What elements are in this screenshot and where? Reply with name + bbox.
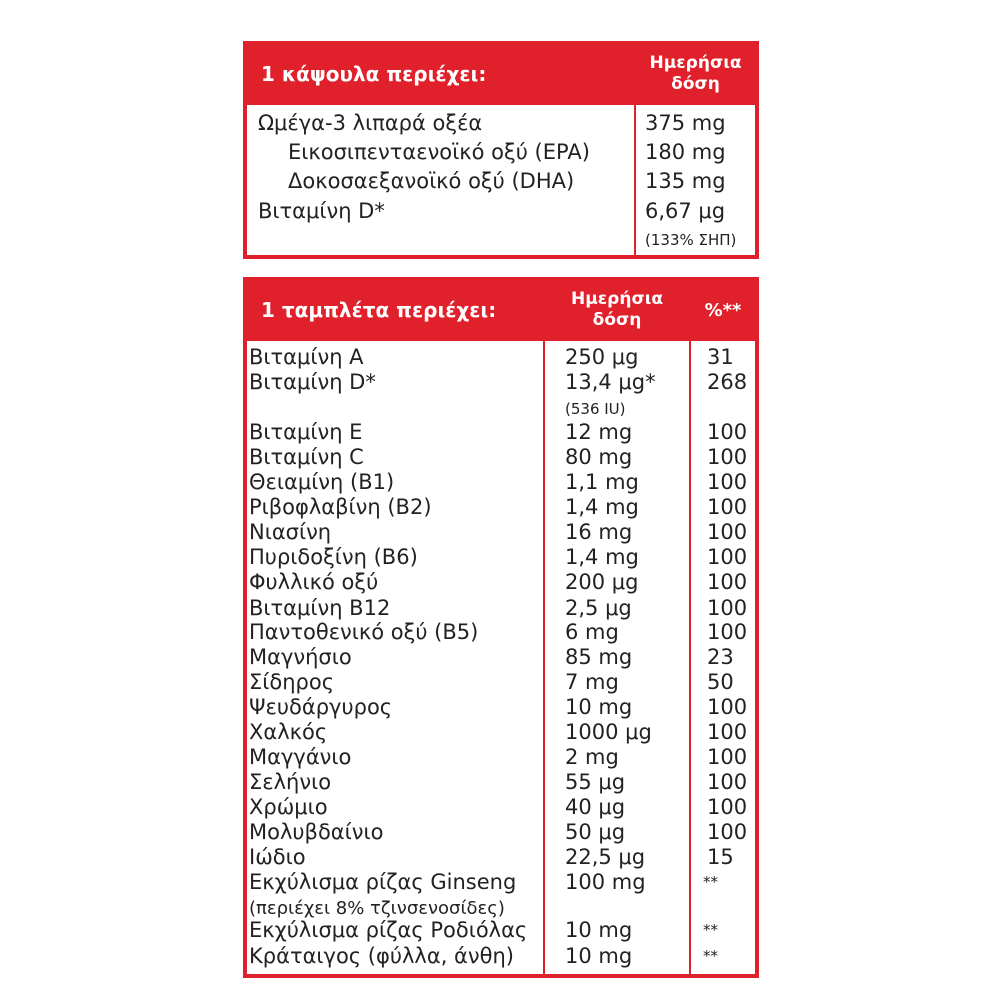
nutrient-percent: ** [703, 921, 718, 939]
nutrient-name: Σελήνιο [249, 770, 332, 794]
rda-note: (133% ΣΗΠ) [645, 231, 737, 249]
nutrient-dose: 1,1 mg [565, 470, 639, 494]
nutrient-dose: 135 mg [645, 169, 726, 193]
nutrient-dose: 6 mg [565, 620, 619, 644]
nutrient-name: Χρώμιο [249, 795, 328, 819]
nutrient-dose: 6,67 μg [645, 199, 726, 223]
nutrient-percent: 100 [707, 420, 748, 444]
nutrient-name: Βιταμίνη D* [249, 370, 376, 394]
tablet-column-divider-2 [689, 281, 691, 974]
nutrient-name: Ιώδιο [249, 845, 306, 869]
nutrient-dose: 7 mg [565, 670, 619, 694]
nutrient-percent: 100 [707, 470, 748, 494]
nutrient-name: Ωμέγα-3 λιπαρά οξέα [258, 111, 483, 135]
nutrient-name: Πυριδοξίνη (B6) [249, 545, 418, 569]
nutrient-name: Παντοθενικό οξύ (B5) [249, 620, 479, 644]
nutrient-percent: 100 [707, 520, 748, 544]
nutrient-percent: 268 [707, 370, 748, 394]
nutrient-dose: 180 mg [645, 140, 726, 164]
nutrient-name: Μαγνήσιο [249, 645, 352, 669]
nutrient-dose: 200 μg [565, 570, 639, 594]
nutrient-name: Μολυβδαίνιο [249, 820, 384, 844]
nutrient-name: Βιταμίνη E [249, 420, 363, 444]
nutrient-dose: 13,4 μg* [565, 370, 656, 394]
nutrient-dose: 250 μg [565, 345, 639, 369]
nutrient-percent: ** [703, 873, 718, 891]
tablet-header-dose [545, 281, 689, 339]
nutrient-name: Βιταμίνη B12 [249, 596, 391, 620]
nutrient-dose: 12 mg [565, 420, 633, 444]
nutrient-percent: 100 [707, 720, 748, 744]
nutrient-dose: 1000 μg [565, 720, 652, 744]
nutrient-dose: 22,5 μg [565, 845, 646, 869]
tablet-header-dose-line1: Ημερήσια [570, 289, 663, 309]
nutrient-name: Νιασίνη [249, 520, 332, 544]
nutrient-dose: 10 mg [565, 918, 633, 942]
capsule-header-dose-line2: δόση [671, 74, 720, 94]
nutrient-percent: 23 [707, 645, 734, 669]
nutrient-name: Βιταμίνη A [249, 345, 364, 369]
nutrient-dose: 375 mg [645, 111, 726, 135]
capsule-header-dose-line1: Ημερήσια [649, 53, 742, 73]
nutrient-name: Δοκοσαεξανοϊκό οξύ (DHA) [288, 169, 575, 193]
nutrient-percent: 100 [707, 596, 748, 620]
nutrient-name: Φυλλικό οξύ [249, 570, 379, 594]
nutrient-percent: 100 [707, 445, 748, 469]
capsule-header-dose [636, 45, 755, 103]
nutrient-dose: (536 IU) [565, 400, 626, 418]
capsule-column-divider [634, 45, 636, 255]
nutrient-dose: 2 mg [565, 745, 619, 769]
nutrient-dose: 40 μg [565, 795, 626, 819]
tablet-header-divider [247, 339, 755, 341]
nutrient-percent: 100 [707, 570, 748, 594]
tablet-table-header [247, 281, 755, 339]
nutrient-name: Εικοσιπενταενοϊκό οξύ (EPA) [288, 140, 590, 164]
nutrient-name: (περιέχει 8% τζινσενοσίδες) [249, 898, 505, 919]
nutrient-dose: 55 μg [565, 770, 626, 794]
capsule-table [243, 41, 759, 259]
nutrient-name: Σίδηρος [249, 670, 335, 694]
nutrient-percent: 100 [707, 695, 748, 719]
nutrient-name: Βιταμίνη C [249, 445, 364, 469]
nutrient-percent: 50 [707, 670, 734, 694]
nutrient-percent: ** [703, 947, 718, 965]
nutrient-dose: 50 μg [565, 820, 626, 844]
nutrient-dose: 10 mg [565, 695, 633, 719]
nutrient-percent: 100 [707, 770, 748, 794]
nutrient-dose: 100 mg [565, 870, 646, 894]
nutrient-percent: 100 [707, 795, 748, 819]
nutrient-name: Κράταιγος (φύλλα, άνθη) [249, 944, 514, 968]
tablet-header-pct: %** [704, 299, 742, 321]
nutrient-name: Χαλκός [249, 720, 328, 744]
nutrient-name: Εκχύλισμα ρίζας Ginseng [249, 870, 517, 894]
tablet-header-dose-line2: δόση [592, 310, 642, 330]
nutrient-name: Εκχύλισμα ρίζας Ροδιόλας [249, 918, 528, 942]
nutrient-name: Ψευδάργυρος [249, 695, 393, 719]
nutrient-percent: 100 [707, 495, 748, 519]
nutrient-percent: 100 [707, 620, 748, 644]
nutrient-percent: 15 [707, 845, 734, 869]
nutrient-name: Θειαμίνη (B1) [249, 470, 395, 494]
capsule-table-header [247, 45, 755, 103]
nutrient-dose: 1,4 mg [565, 545, 639, 569]
nutrient-percent: 31 [707, 345, 734, 369]
nutrient-name: Μαγγάνιο [249, 745, 352, 769]
tablet-table [243, 277, 759, 978]
capsule-header-title: 1 κάψουλα περιέχει: [261, 62, 487, 86]
nutrient-name: Ριβοφλαβίνη (B2) [249, 495, 432, 519]
tablet-column-divider-1 [543, 281, 545, 974]
nutrient-dose: 2,5 μg [565, 596, 632, 620]
nutrient-dose: 85 mg [565, 645, 633, 669]
nutrient-dose: 80 mg [565, 445, 633, 469]
nutrient-percent: 100 [707, 820, 748, 844]
nutrient-name: Βιταμίνη D* [258, 199, 385, 223]
nutrient-percent: 100 [707, 745, 748, 769]
capsule-header-divider [247, 103, 755, 105]
nutrient-percent: 100 [707, 545, 748, 569]
nutrient-dose: 16 mg [565, 520, 633, 544]
nutrient-dose: 10 mg [565, 944, 633, 968]
tablet-header-title: 1 ταμπλέτα περιέχει: [261, 298, 497, 322]
nutrient-dose: 1,4 mg [565, 495, 639, 519]
